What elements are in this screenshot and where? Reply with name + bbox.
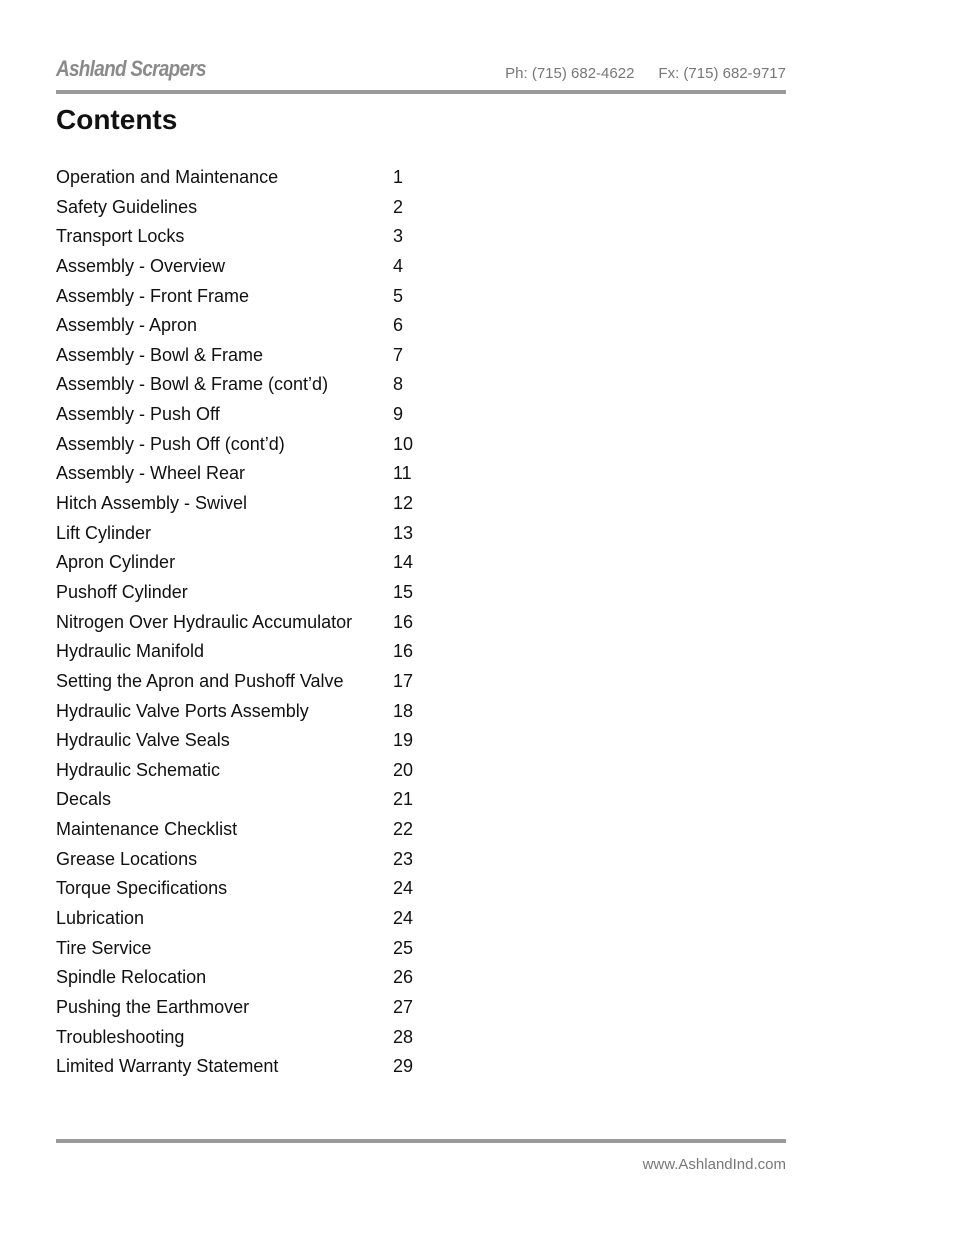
toc-entry-title: Troubleshooting <box>56 1026 185 1047</box>
toc-entry-page-number: 22 <box>393 819 414 840</box>
toc-entry-title: Transport Locks <box>56 226 185 247</box>
toc-entry-page-number: 29 <box>393 1056 414 1077</box>
toc-entry-title: Apron Cylinder <box>56 552 176 573</box>
toc-entry-title: Assembly - Overview <box>56 255 226 276</box>
toc-entry <box>56 548 436 578</box>
toc-entry-title: Assembly - Front Frame <box>56 285 250 306</box>
toc-entry-page-number: 11 <box>393 463 412 484</box>
toc-entry-page-number: 10 <box>393 433 414 454</box>
toc-entry <box>56 489 436 519</box>
toc-entry <box>56 193 436 223</box>
toc-entry <box>56 963 436 993</box>
toc-entry <box>56 904 436 934</box>
toc-entry-page-number: 27 <box>393 996 414 1017</box>
footer-divider <box>56 1139 786 1143</box>
toc-entry-title: Setting the Apron and Pushoff Valve <box>56 670 344 691</box>
header-divider <box>56 90 786 94</box>
toc-entry-title: Limited Warranty Statement <box>56 1056 279 1077</box>
toc-entry-page-number: 17 <box>393 670 414 691</box>
toc-entry <box>56 370 436 400</box>
toc-entry <box>56 756 436 786</box>
toc-entry-title: Assembly - Push Off (cont’d) <box>56 433 285 454</box>
toc-entry <box>56 430 436 460</box>
toc-entry-page-number: 9 <box>393 404 404 425</box>
phone-number: Ph: (715) 682-4622 <box>505 65 635 82</box>
toc-entry <box>56 1023 436 1053</box>
toc-entry-page-number: 16 <box>393 611 414 632</box>
toc-entry-title: Hydraulic Valve Ports Assembly <box>56 700 309 721</box>
table-of-contents <box>56 163 436 1082</box>
toc-entry <box>56 934 436 964</box>
toc-entry-title: Grease Locations <box>56 848 198 869</box>
toc-entry-page-number: 19 <box>393 730 414 751</box>
page-title: Contents <box>56 104 178 135</box>
toc-entry-title: Spindle Relocation <box>56 967 207 988</box>
toc-entry-page-number: 5 <box>393 285 404 306</box>
toc-entry-page-number: 25 <box>393 937 414 958</box>
toc-entry-title: Lubrication <box>56 908 145 929</box>
toc-entry <box>56 282 436 312</box>
toc-entry-page-number: 26 <box>393 967 414 988</box>
toc-entry-title: Assembly - Bowl & Frame <box>56 344 264 365</box>
toc-entry-title: Pushing the Earthmover <box>56 996 250 1017</box>
toc-entry-title: Pushoff Cylinder <box>56 581 188 602</box>
toc-entry <box>56 993 436 1023</box>
toc-entry-page-number: 2 <box>393 196 404 217</box>
toc-entry-page-number: 12 <box>393 493 414 514</box>
toc-entry <box>56 667 436 697</box>
toc-entry-title: Lift Cylinder <box>56 522 152 543</box>
toc-entry <box>56 785 436 815</box>
toc-entry-title: Nitrogen Over Hydraulic Accumulator <box>56 611 353 632</box>
toc-entry-page-number: 14 <box>393 552 414 573</box>
toc-entry <box>56 459 436 489</box>
contact-info <box>505 65 786 82</box>
toc-entry-page-number: 7 <box>393 344 404 365</box>
toc-entry <box>56 519 436 549</box>
toc-entry <box>56 608 436 638</box>
toc-entry <box>56 341 436 371</box>
toc-entry-page-number: 3 <box>393 226 404 247</box>
toc-entry-page-number: 24 <box>393 908 414 929</box>
toc-entry-page-number: 23 <box>393 848 414 869</box>
toc-entry <box>56 1052 436 1082</box>
toc-entry-page-number: 4 <box>393 255 404 276</box>
toc-entry-title: Hitch Assembly - Swivel <box>56 493 248 514</box>
toc-entry <box>56 697 436 727</box>
fax-number: Fx: (715) 682-9717 <box>658 65 786 82</box>
toc-entry-page-number: 18 <box>393 700 414 721</box>
toc-entry-page-number: 15 <box>393 581 414 602</box>
toc-entry <box>56 874 436 904</box>
toc-entry-page-number: 13 <box>393 522 414 543</box>
toc-entry-title: Assembly - Wheel Rear <box>56 463 246 484</box>
toc-entry <box>56 311 436 341</box>
toc-entry <box>56 222 436 252</box>
toc-entry-title: Maintenance Checklist <box>56 819 238 840</box>
toc-entry-title: Safety Guidelines <box>56 196 198 217</box>
toc-entry <box>56 400 436 430</box>
footer-website: www.AshlandInd.com <box>642 1156 786 1173</box>
toc-entry <box>56 252 436 282</box>
toc-entry <box>56 845 436 875</box>
toc-entry-title: Decals <box>56 789 112 810</box>
toc-entry-page-number: 24 <box>393 878 414 899</box>
toc-entry-title: Tire Service <box>56 937 152 958</box>
toc-entry-title: Hydraulic Valve Seals <box>56 730 230 751</box>
toc-entry-title: Assembly - Apron <box>56 315 198 336</box>
toc-entry-title: Hydraulic Schematic <box>56 759 221 780</box>
toc-entry-page-number: 1 <box>393 167 404 187</box>
toc-entry-title: Assembly - Push Off <box>56 404 220 425</box>
toc-entry <box>56 163 436 193</box>
toc-entry <box>56 578 436 608</box>
toc-entry-page-number: 16 <box>393 641 414 662</box>
toc-entry-page-number: 28 <box>393 1026 414 1047</box>
toc-entry-page-number: 20 <box>393 759 414 780</box>
page-header <box>56 56 786 90</box>
toc-entry-title: Torque Specifications <box>56 878 228 899</box>
toc-entry-page-number: 8 <box>393 374 404 395</box>
toc-entry <box>56 637 436 667</box>
toc-entry <box>56 815 436 845</box>
toc-entry-title: Operation and Maintenance <box>56 167 279 187</box>
toc-entry-page-number: 21 <box>393 789 414 810</box>
toc-entry-title: Assembly - Bowl & Frame (cont’d) <box>56 374 329 395</box>
toc-entry <box>56 726 436 756</box>
toc-entry-title: Hydraulic Manifold <box>56 641 205 662</box>
toc-entry-page-number: 6 <box>393 315 404 336</box>
brand-logo: Ashland Scrapers <box>56 56 206 81</box>
